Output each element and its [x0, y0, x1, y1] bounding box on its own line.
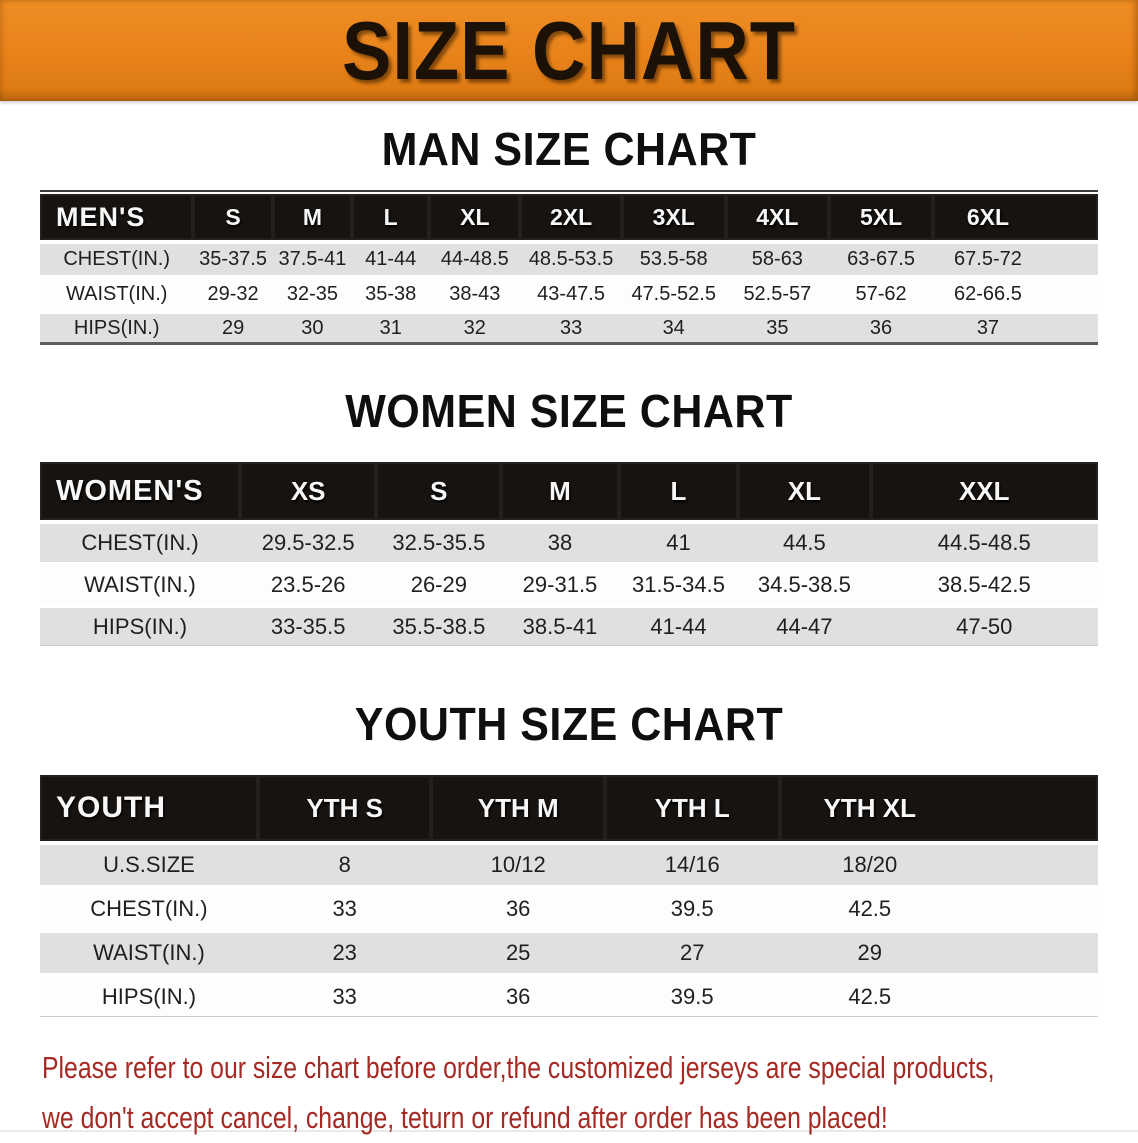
- data-cell: 63-67.5: [829, 244, 933, 275]
- table-row: [40, 608, 1098, 646]
- column-header: XXL: [871, 462, 1099, 520]
- column-header: L: [619, 462, 739, 520]
- column-header: M: [273, 194, 352, 240]
- table-row: [40, 566, 1098, 604]
- women-size-chart-section: [0, 386, 1138, 650]
- data-cell: 43-47.5: [520, 279, 622, 310]
- youth-size-chart-section: [0, 699, 1138, 1021]
- data-cell: 67.5-72: [933, 244, 1098, 275]
- data-cell: 32-35: [273, 279, 352, 310]
- data-cell: 39.5: [605, 889, 780, 929]
- footer-note-line: Please refer to our size chart before order,the customized jerseys are special products,: [42, 1050, 995, 1086]
- data-cell: 38: [501, 524, 618, 562]
- column-header: YTH XL: [780, 775, 1099, 841]
- table-row: [40, 244, 1098, 275]
- column-header: XL: [429, 194, 520, 240]
- row-label: WAIST(IN.): [40, 279, 193, 310]
- data-cell: 36: [431, 977, 605, 1017]
- size-chart-sections: [0, 124, 1138, 1021]
- column-header: S: [193, 194, 272, 240]
- table-row: [40, 314, 1098, 345]
- table-header-row: [40, 194, 1098, 240]
- data-cell: 38-43: [429, 279, 520, 310]
- data-cell: 18/20: [780, 845, 1099, 885]
- data-cell: 52.5-57: [726, 279, 830, 310]
- table-row: [40, 889, 1098, 929]
- data-cell: 33-35.5: [240, 608, 376, 646]
- table-row: [40, 524, 1098, 562]
- column-header: YTH S: [258, 775, 432, 841]
- data-cell: 29: [193, 314, 272, 345]
- data-cell: 39.5: [605, 977, 780, 1017]
- footer-note: [42, 1043, 1138, 1143]
- data-cell: 42.5: [780, 977, 1099, 1017]
- row-label: CHEST(IN.): [40, 524, 240, 562]
- row-label: CHEST(IN.): [40, 889, 258, 929]
- column-header: M: [501, 462, 618, 520]
- data-cell: 44.5: [738, 524, 870, 562]
- column-header: 3XL: [622, 194, 726, 240]
- data-cell: 38.5-41: [501, 608, 618, 646]
- banner-title: SIZE CHART: [342, 4, 796, 97]
- data-cell: 32.5-35.5: [376, 524, 501, 562]
- table-header-row: [40, 462, 1098, 520]
- row-label: HIPS(IN.): [40, 608, 240, 646]
- data-cell: 33: [258, 889, 432, 929]
- data-cell: 29-31.5: [501, 566, 618, 604]
- data-cell: 10/12: [431, 845, 605, 885]
- data-cell: 44-48.5: [429, 244, 520, 275]
- data-cell: 27: [605, 933, 780, 973]
- data-cell: 34.5-38.5: [738, 566, 870, 604]
- table-row: [40, 933, 1098, 973]
- data-cell: 23: [258, 933, 432, 973]
- data-cell: 32: [429, 314, 520, 345]
- data-cell: 38.5-42.5: [871, 566, 1099, 604]
- men-size-chart-section: [0, 124, 1138, 349]
- data-cell: 35-38: [352, 279, 429, 310]
- data-cell: 47-50: [871, 608, 1099, 646]
- data-cell: 41-44: [619, 608, 739, 646]
- data-cell: 53.5-58: [622, 244, 726, 275]
- section-heading: WOMEN SIZE CHART: [345, 386, 793, 439]
- data-cell: 41-44: [352, 244, 429, 275]
- data-cell: 30: [273, 314, 352, 345]
- column-header: L: [352, 194, 429, 240]
- data-cell: 62-66.5: [933, 279, 1098, 310]
- data-cell: 29: [780, 933, 1099, 973]
- data-cell: 35-37.5: [193, 244, 272, 275]
- data-cell: 33: [258, 977, 432, 1017]
- column-header: S: [376, 462, 501, 520]
- column-header: 4XL: [726, 194, 830, 240]
- size-chart-banner: [0, 0, 1138, 101]
- data-cell: 23.5-26: [240, 566, 376, 604]
- data-cell: 36: [829, 314, 933, 345]
- data-cell: 47.5-52.5: [622, 279, 726, 310]
- data-cell: 57-62: [829, 279, 933, 310]
- group-label: WOMEN'S: [40, 462, 240, 520]
- column-header: XL: [738, 462, 870, 520]
- column-header: YTH L: [605, 775, 780, 841]
- column-header: XS: [240, 462, 376, 520]
- column-header: YTH M: [431, 775, 605, 841]
- data-cell: 48.5-53.5: [520, 244, 622, 275]
- data-cell: 35: [726, 314, 830, 345]
- data-cell: 29-32: [193, 279, 272, 310]
- data-cell: 44-47: [738, 608, 870, 646]
- data-cell: 58-63: [726, 244, 830, 275]
- row-label: WAIST(IN.): [40, 566, 240, 604]
- row-label: HIPS(IN.): [40, 977, 258, 1017]
- data-cell: 36: [431, 889, 605, 929]
- table-header-row: [40, 775, 1098, 841]
- data-cell: 29.5-32.5: [240, 524, 376, 562]
- table-row: [40, 845, 1098, 885]
- data-cell: 26-29: [376, 566, 501, 604]
- data-cell: 33: [520, 314, 622, 345]
- row-label: U.S.SIZE: [40, 845, 258, 885]
- column-header: 6XL: [933, 194, 1098, 240]
- group-label: YOUTH: [40, 775, 258, 841]
- row-label: WAIST(IN.): [40, 933, 258, 973]
- column-header: 5XL: [829, 194, 933, 240]
- men-size-chart-table: [40, 190, 1098, 349]
- data-cell: 8: [258, 845, 432, 885]
- footer-note-line: we don't accept cancel, change, teturn or refund after order has been placed!: [42, 1100, 888, 1136]
- data-cell: 41: [619, 524, 739, 562]
- data-cell: 34: [622, 314, 726, 345]
- women-size-chart-table: [40, 458, 1098, 650]
- data-cell: 42.5: [780, 889, 1099, 929]
- table-row: [40, 279, 1098, 310]
- row-label: CHEST(IN.): [40, 244, 193, 275]
- group-label: MEN'S: [40, 194, 193, 240]
- column-header: 2XL: [520, 194, 622, 240]
- data-cell: 37: [933, 314, 1098, 345]
- data-cell: 14/16: [605, 845, 780, 885]
- data-cell: 35.5-38.5: [376, 608, 501, 646]
- section-heading: MAN SIZE CHART: [381, 124, 757, 176]
- youth-size-chart-table: [40, 771, 1098, 1021]
- data-cell: 37.5-41: [273, 244, 352, 275]
- table-row: [40, 977, 1098, 1017]
- data-cell: 25: [431, 933, 605, 973]
- section-heading: YOUTH SIZE CHART: [354, 699, 784, 752]
- row-label: HIPS(IN.): [40, 314, 193, 345]
- data-cell: 44.5-48.5: [871, 524, 1099, 562]
- data-cell: 31.5-34.5: [619, 566, 739, 604]
- data-cell: 31: [352, 314, 429, 345]
